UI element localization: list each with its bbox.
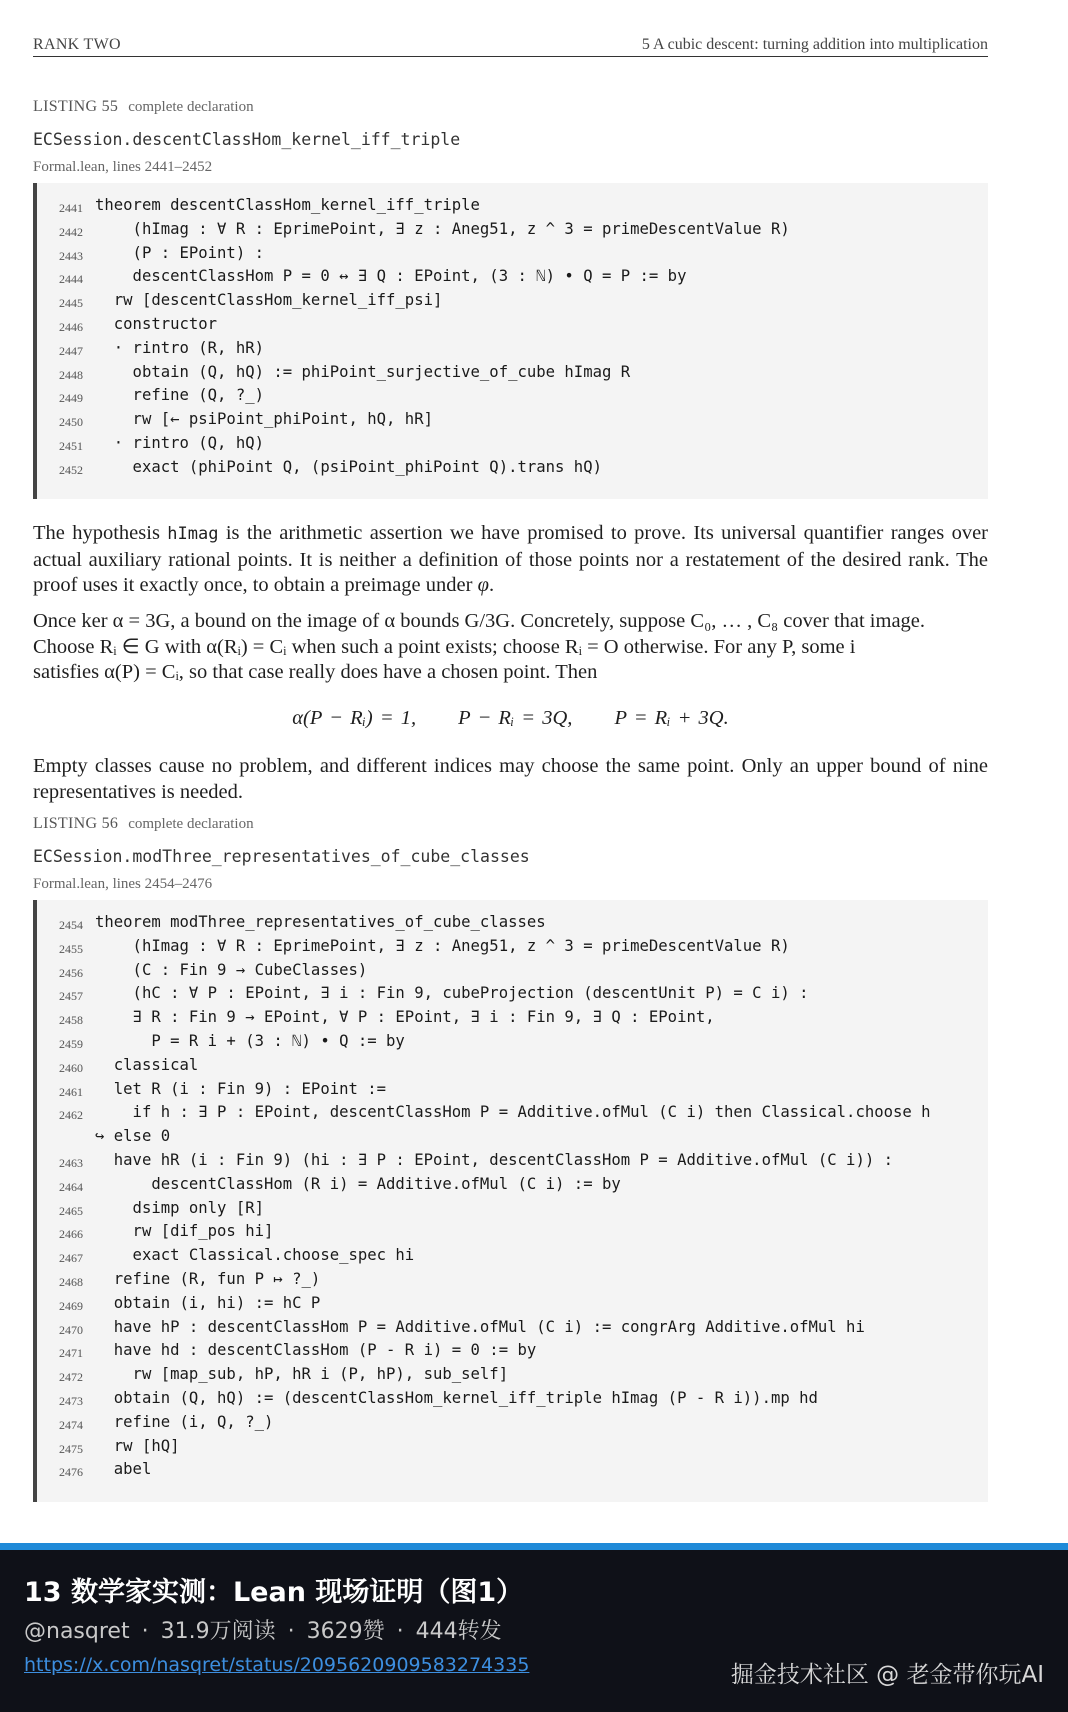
listing-kind: complete declaration	[128, 816, 254, 832]
code-text: theorem descentClassHom_kernel_iff_triple	[95, 196, 480, 214]
code-text: classical	[95, 1055, 199, 1074]
code-line	[37, 1149, 988, 1173]
code-line	[37, 1220, 988, 1244]
code-text: theorem modThree_representatives_of_cube_classes	[95, 913, 546, 931]
code-text: rw [descentClassHom_kernel_iff_psi]	[95, 291, 443, 310]
code-line	[37, 1006, 988, 1030]
code-line	[37, 1268, 988, 1292]
line-number: 2441	[59, 201, 83, 215]
line-number: 2474	[59, 1417, 83, 1432]
paragraph-line: Once ker α = 3G, a bound on the image of α bounds G/3G. Concretely, suppose C₀, … , C₈ cover that image.	[33, 610, 926, 632]
code-line	[37, 408, 988, 432]
code-line	[37, 289, 988, 313]
like-count: 3629赞	[306, 1619, 385, 1644]
code-line	[37, 194, 988, 218]
code-text: dsimp only [R]	[95, 1198, 264, 1217]
code-text: exact Classical.choose_spec hi	[95, 1246, 415, 1265]
line-number: 2443	[59, 248, 83, 263]
line-number: 2470	[59, 1322, 83, 1337]
code-text: descentClassHom (R i) = Additive.ofMul (C i) := by	[95, 1174, 621, 1193]
line-number: 2445	[59, 296, 83, 311]
code-text: refine (R, fun P ↦ ?_)	[95, 1269, 321, 1288]
line-number: 2473	[59, 1393, 83, 1408]
code-line	[37, 1173, 988, 1197]
listing-56-caption	[33, 815, 254, 833]
code-line	[37, 1054, 988, 1078]
code-text: refine (i, Q, ?_)	[95, 1412, 274, 1431]
line-number: 2459	[59, 1036, 83, 1051]
line-number: 2444	[59, 272, 83, 287]
running-header	[33, 34, 988, 57]
listing-55-declaration-name: ECSession.descentClassHom_kernel_iff_triple	[33, 130, 461, 149]
line-number: 2447	[59, 343, 83, 358]
line-number: 2465	[59, 1203, 83, 1218]
code-text: let R (i : Fin 9) : EPoint :=	[95, 1079, 387, 1098]
header-section-title: 5 A cubic descent: turning addition into multiplication	[641, 36, 988, 53]
watermark: 掘金技术社区 @ 老金带你玩AI	[730, 1662, 1044, 1688]
code-text: have hd : descentClassHom (P - R i) = 0 := by	[95, 1341, 537, 1360]
line-number: 2446	[59, 319, 83, 334]
repost-count: 444转发	[415, 1619, 502, 1644]
code-line	[37, 361, 988, 385]
code-text: (C : Fin 9 → CubeClasses)	[95, 960, 368, 979]
code-text: rw [hQ]	[95, 1436, 180, 1455]
code-line	[37, 935, 988, 959]
code-text: constructor	[95, 314, 218, 333]
code-text: refine (Q, ?_)	[95, 386, 264, 405]
code-line	[37, 1363, 988, 1387]
post-link[interactable]: https://x.com/nasqret/status/2095620909583274335	[24, 1654, 530, 1676]
listing-number: LISTING 55	[33, 98, 119, 115]
line-number: 2448	[59, 367, 83, 382]
code-line	[37, 1316, 988, 1340]
code-text: obtain (i, hi) := hC P	[95, 1293, 321, 1312]
code-line	[37, 911, 988, 935]
code-text: have hR (i : Fin 9) (hi : ∃ P : EPoint, descentClassHom P = Additive.ofMul (C i)) :	[95, 1150, 893, 1169]
code-line	[37, 1435, 988, 1459]
listing-56-source-ref: Formal.lean, lines 2454–2476	[33, 876, 213, 892]
header-chapter: RANK TWO	[33, 36, 121, 53]
line-number: 2455	[59, 941, 83, 956]
equation-part: α(P − Rᵢ) = 1,	[292, 707, 417, 729]
line-number: 2451	[59, 438, 83, 453]
line-number: 2450	[59, 415, 83, 430]
line-number: 2449	[59, 391, 83, 406]
listing-56-code-block	[33, 900, 988, 1502]
code-line	[37, 982, 988, 1006]
code-text: if h : ∃ P : EPoint, descentClassHom P = Additive.ofMul (C i) then Classical.choose h	[95, 1103, 931, 1122]
line-number: 2442	[59, 224, 83, 239]
listing-kind: complete declaration	[128, 99, 254, 115]
equation-part: P − Rᵢ = 3Q,	[458, 707, 573, 729]
line-number: 2456	[59, 965, 83, 980]
code-text: abel	[95, 1460, 152, 1479]
line-number: 2467	[59, 1251, 83, 1266]
line-number: 2472	[59, 1370, 83, 1385]
paragraph-representatives	[33, 609, 988, 686]
code-text: obtain (Q, hQ) := (descentClassHom_kernel_iff_triple hImag (P - R i)).mp hd	[95, 1388, 818, 1407]
code-line	[37, 1458, 988, 1482]
line-number: 2463	[59, 1155, 83, 1170]
listing-55-source-ref: Formal.lean, lines 2441–2452	[33, 159, 213, 175]
code-line	[37, 1387, 988, 1411]
code-line	[37, 1292, 988, 1316]
line-number: 2461	[59, 1084, 83, 1099]
code-line	[37, 242, 988, 266]
code-line	[37, 1125, 988, 1149]
paragraph-empty-classes: Empty classes cause no problem, and different indices may choose the same point. Only an upper bound of nine representatives is needed.	[33, 755, 988, 803]
code-text: (hImag : ∀ R : EprimePoint, ∃ z : Aneg51, z ^ 3 = primeDescentValue R)	[95, 936, 790, 955]
line-number: 2468	[59, 1274, 83, 1289]
code-text: (hC : ∀ P : EPoint, ∃ i : Fin 9, cubeProjection (descentUnit P) = C i) :	[95, 984, 809, 1003]
code-line	[37, 265, 988, 289]
author-handle[interactable]: @nasqret	[24, 1619, 130, 1644]
paragraph-line: satisfies α(P) = Cᵢ, so that case really does have a chosen point. Then	[33, 661, 598, 683]
code-text: P = R i + (3 : ℕ) • Q := by	[95, 1031, 405, 1050]
code-text: obtain (Q, hQ) := phiPoint_surjective_of_cube hImag R	[95, 362, 631, 381]
code-text: ∃ R : Fin 9 → EPoint, ∀ P : EPoint, ∃ i : Fin 9, ∃ Q : EPoint,	[95, 1008, 715, 1027]
code-text: · rintro (Q, hQ)	[95, 433, 264, 452]
line-number: 2475	[59, 1441, 83, 1456]
code-text: rw [map_sub, hP, hR i (P, hP), sub_self]	[95, 1365, 509, 1384]
line-number: 2458	[59, 1013, 83, 1028]
code-text: · rintro (R, hR)	[95, 338, 264, 357]
line-number: 2454	[59, 918, 83, 932]
code-text: (hImag : ∀ R : EprimePoint, ∃ z : Aneg51, z ^ 3 = primeDescentValue R)	[95, 219, 790, 238]
post-stats: @nasqret · 31.9万阅读 · 3629赞 · 444转发	[24, 1619, 502, 1644]
code-line	[37, 1339, 988, 1363]
social-footer-banner	[0, 1543, 1068, 1712]
listing-55-code-block	[33, 183, 988, 499]
listing-55-caption	[33, 98, 254, 116]
paragraph-hypothesis: The hypothesis hImag is the arithmetic assertion we have promised to prove. Its universal quantifier ranges over actual auxiliary rational points. It is neither a definition of those points nor a restatement of the desired rank. The proof uses it exactly once, to obtain a preimage under φ.	[33, 522, 988, 596]
code-line	[37, 384, 988, 408]
post-title: 13 数学家实测：Lean 现场证明（图1）	[24, 1577, 524, 1608]
line-number: 2452	[59, 462, 83, 477]
listing-56-declaration-name: ECSession.modThree_representatives_of_cube_classes	[33, 847, 530, 866]
line-number: 2469	[59, 1298, 83, 1313]
code-text: ↪ else 0	[95, 1127, 171, 1146]
inline-code-himag: hImag	[167, 524, 219, 544]
code-text: (P : EPoint) :	[95, 243, 264, 262]
paragraph-line: Choose Rᵢ ∈ G with α(Rᵢ) = Cᵢ when such a point exists; choose Rᵢ = O otherwise. For any P, some i	[33, 635, 856, 658]
line-number: 2466	[59, 1227, 83, 1242]
display-equation	[33, 707, 988, 730]
code-text: have hP : descentClassHom P = Additive.ofMul (C i) := congrArg Additive.ofMul hi	[95, 1317, 865, 1336]
line-number: 2460	[59, 1060, 83, 1075]
code-line	[37, 313, 988, 337]
line-number: 2462	[59, 1108, 83, 1123]
equation-part: P = Rᵢ + 3Q.	[614, 707, 729, 729]
code-line	[37, 1078, 988, 1102]
listing-number: LISTING 56	[33, 815, 119, 832]
line-number: 2464	[59, 1179, 83, 1194]
code-line	[37, 218, 988, 242]
line-number: 2457	[59, 989, 83, 1004]
code-line	[37, 1030, 988, 1054]
code-text: rw [← psiPoint_phiPoint, hQ, hR]	[95, 410, 433, 429]
line-number: 2471	[59, 1346, 83, 1361]
code-line	[37, 1411, 988, 1435]
code-line	[37, 1197, 988, 1221]
line-number: 2476	[59, 1465, 83, 1480]
read-count: 31.9万阅读	[160, 1619, 276, 1644]
code-line	[37, 959, 988, 983]
code-text: descentClassHom P = 0 ↔ ∃ Q : EPoint, (3 : ℕ) • Q = P := by	[95, 267, 687, 286]
code-line	[37, 1101, 988, 1125]
code-text: exact (phiPoint Q, (psiPoint_phiPoint Q).trans hQ)	[95, 457, 602, 476]
code-line	[37, 432, 988, 456]
code-text: rw [dif_pos hi]	[95, 1222, 274, 1241]
code-line	[37, 337, 988, 361]
code-line	[37, 456, 988, 480]
code-line	[37, 1244, 988, 1268]
